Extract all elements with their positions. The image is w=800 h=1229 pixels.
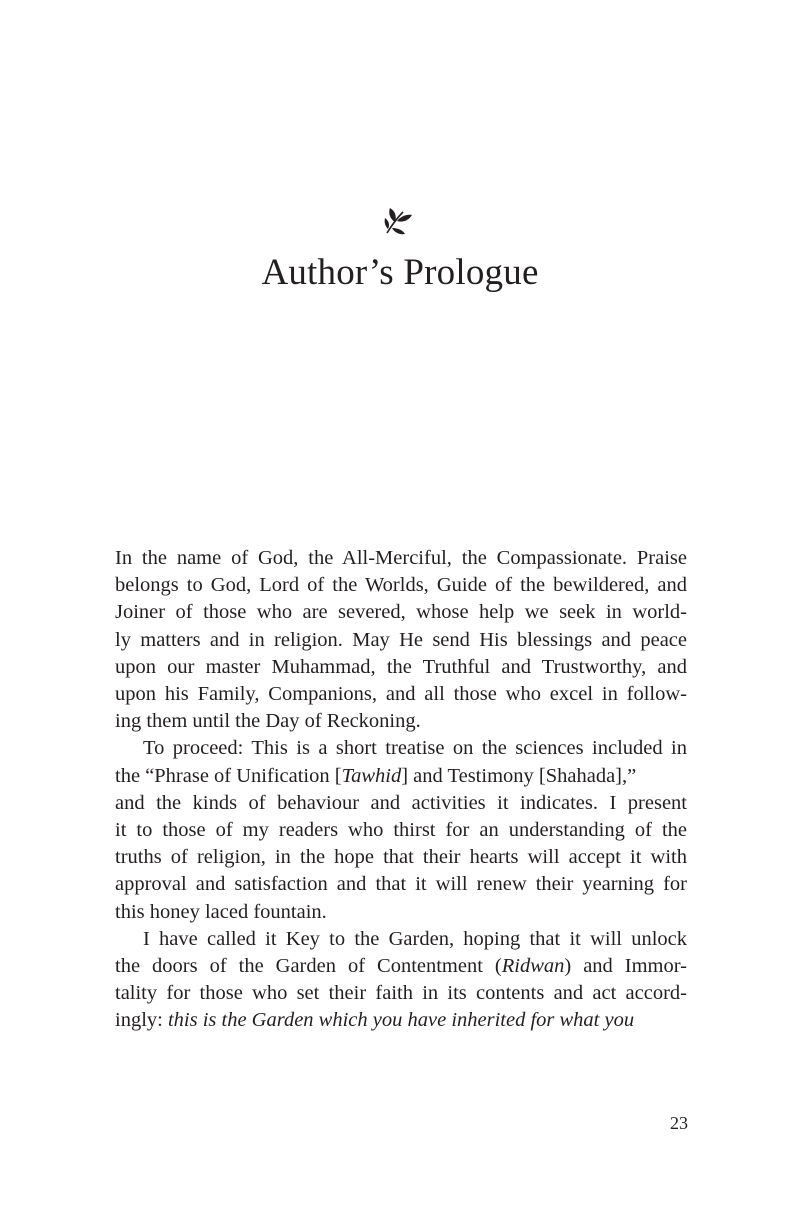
text-line: the doors of the Garden of Contentment (Ridwan) and Immor- xyxy=(115,955,687,978)
prologue-text xyxy=(115,545,687,1035)
text-line: and the kinds of behaviour and activities it indicates. I present xyxy=(115,791,687,814)
text-line: the “Phrase of Unification [Tawhid] and Testimony [Shahada],” xyxy=(115,764,637,787)
text-line: I have called it Key to the Garden, hoping that it will unlock xyxy=(143,927,687,950)
text-line: ingly: this is the Garden which you have inherited for what you xyxy=(115,1009,635,1032)
text-line: it to those of my readers who thirst for an understanding of the xyxy=(115,819,687,842)
text-line: Joiner of those who are severed, whose help we seek in world- xyxy=(115,601,687,624)
text-line: truths of religion, in the hope that their hearts will accept it with xyxy=(115,846,687,869)
page-title: Author’s Prologue xyxy=(261,252,539,293)
text-line: In the name of God, the All-Merciful, the Compassionate. Praise xyxy=(115,547,687,569)
text-line: upon our master Muhammad, the Truthful and Trustworthy, and xyxy=(115,655,687,678)
text-line: ing them until the Day of Reckoning. xyxy=(115,710,421,733)
text-line: this honey laced fountain. xyxy=(115,900,327,923)
text-line: To proceed: This is a short treatise on the sciences included in xyxy=(143,737,687,760)
text-line: belongs to God, Lord of the Worlds, Guide of the bewildered, and xyxy=(115,574,687,597)
text-line: tality for those who set their faith in its contents and act accord- xyxy=(115,982,687,1005)
text-line: ly matters and in religion. May He send His blessings and peace xyxy=(115,628,687,651)
text-line: approval and satisfaction and that it will renew their yearning for xyxy=(115,873,687,896)
italic-quote: this is the Garden which you have inherited for what you xyxy=(167,1009,635,1032)
text-line: upon his Family, Companions, and all those who excel in follow- xyxy=(115,683,687,706)
page-number: 23 xyxy=(670,1113,688,1133)
italic-term: Ridwan xyxy=(501,955,565,978)
italic-term: Tawhid xyxy=(341,764,402,787)
leaf-sprig-icon xyxy=(382,204,414,236)
